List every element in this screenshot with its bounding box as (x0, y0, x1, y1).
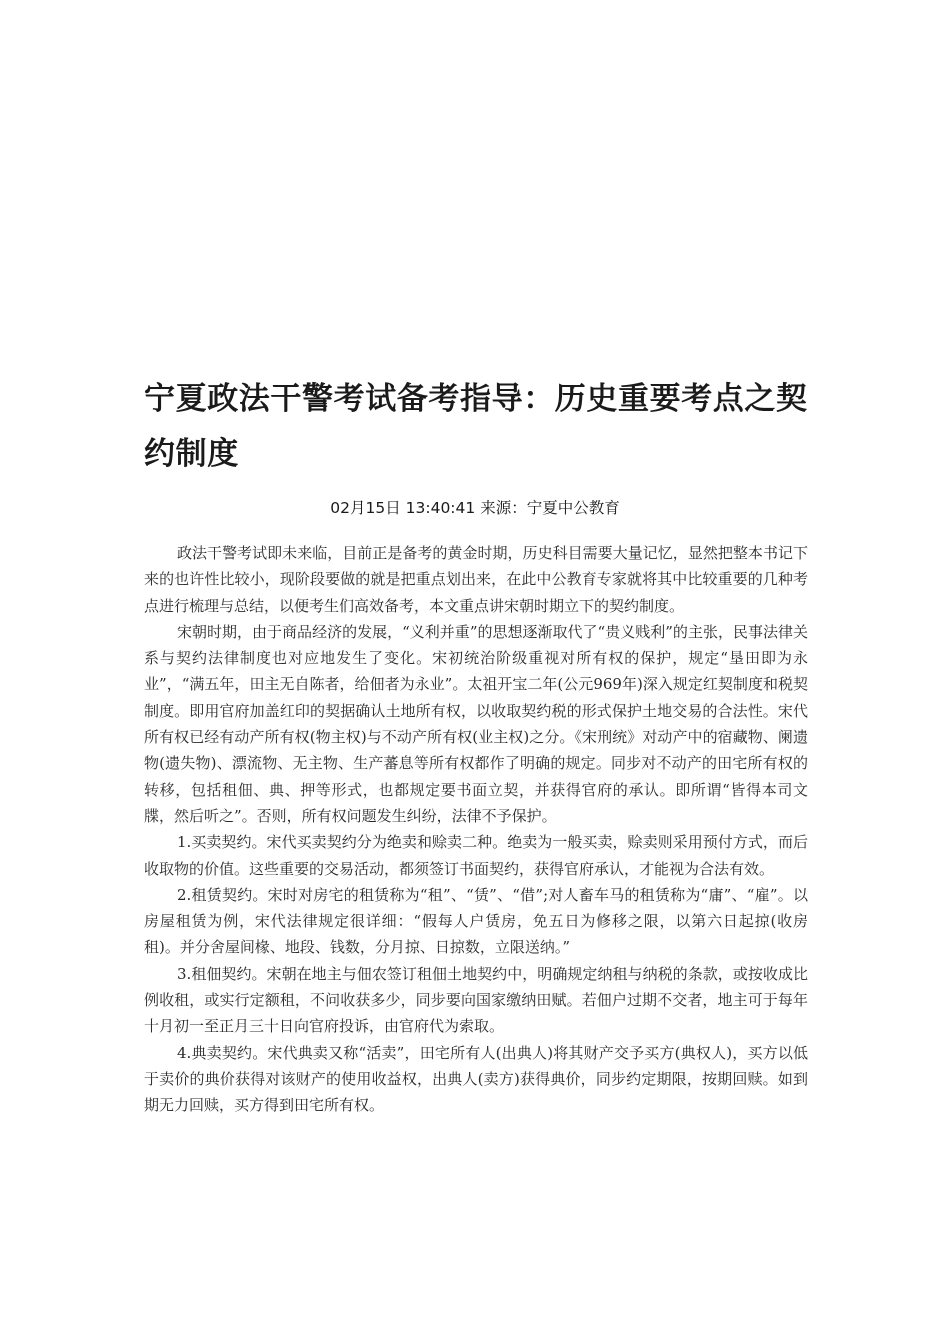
paragraph-tenancy-contract: 3.租佃契约。宋朝在地主与佃农签订租佃土地契约中，明确规定纳租与纳税的条款，或按收成比例收租，或实行定额租，不问收获多少，同步要向国家缴纳田赋。若佃户过期不交者，地主可于每年十月初一至正月三十日向官府投诉，由官府代为索取。 (144, 964, 808, 1036)
source-label: 来源： (480, 499, 527, 517)
source-name: 宁夏中公教育 (526, 499, 620, 517)
paragraph-sale-contract: 1.买卖契约。宋代买卖契约分为绝卖和赊卖二种。绝卖为一般买卖，赊卖则采用预付方式，而后收取物的价值。这些重要的交易活动，都须签订书面契约，获得官府承认，才能视为合法有效。 (144, 833, 808, 878)
paragraph-lease-contract: 2.租赁契约。宋时对房宅的租赁称为“租”、“赁”、“借”;对人畜车马的租赁称为“庸”、“雇”。以房屋租赁为例，宋代法律规定很详细：“假每人户赁房，免五日为修移之限，以第六日起掠(收房租)。并分舍屋间椽、地段、钱数，分月掠、日掠数，立限送纳。” (144, 885, 808, 957)
article-body (144, 540, 808, 1119)
paragraph-pawn-sale-contract: 4.典卖契约。宋代典卖又称“活卖”，田宅所有人(出典人)将其财产交予买方(典权人)，买方以低于卖价的典价获得对该财产的使用收益权，出典人(卖方)获得典价，同步约定期限，按期回赎。如到期无力回赎，买方得到田宅所有权。 (144, 1043, 808, 1115)
publish-time: 13:40:41 (405, 499, 476, 517)
article-title: 宁夏政法干警考试备考指导：历史重要考点之契约制度 (144, 381, 808, 472)
paragraph-song-dynasty: 宋朝时期，由于商品经济的发展，“义利并重”的思想逐渐取代了“贵义贱利”的主张，民事法律关系与契约法律制度也对应地发生了变化。宋初统治阶级重视对所有权的保护，规定“垦田即为永业”，“满五年，田主无自陈者，给佃者为永业”。太祖开宝二年(公元969年)深入规定红契制度和税契制度。即用官府加盖红印的契据确认土地所有权，以收取契约税的形式保护土地交易的合法性。宋代所有权已经有动产所有权(物主权)与不动产所有权(业主权)之分。《宋刑统》对动产中的宿藏物、阑遗物(遗失物)、漂流物、无主物、生产蕃息等所有权都作了明确的规定。同步对不动产的田宅所有权的转移，包括租佃、典、押等形式，也都规定要书面立契，并获得官府的承认。即所谓“皆得本司文牒，然后听之”。否则，所有权问题发生纠纷，法律不予保护。 (144, 622, 808, 825)
publish-date: 02月15日 (330, 499, 401, 517)
article-meta (0, 496, 950, 518)
paragraph-intro: 政法干警考试即未来临，目前正是备考的黄金时期，历史科目需要大量记忆，显然把整本书记下来的也许性比较小，现阶段要做的就是把重点划出来，在此中公教育专家就将其中比较重要的几种考点进行梳理与总结，以便考生们高效备考，本文重点讲宋朝时期立下的契约制度。 (144, 544, 808, 615)
